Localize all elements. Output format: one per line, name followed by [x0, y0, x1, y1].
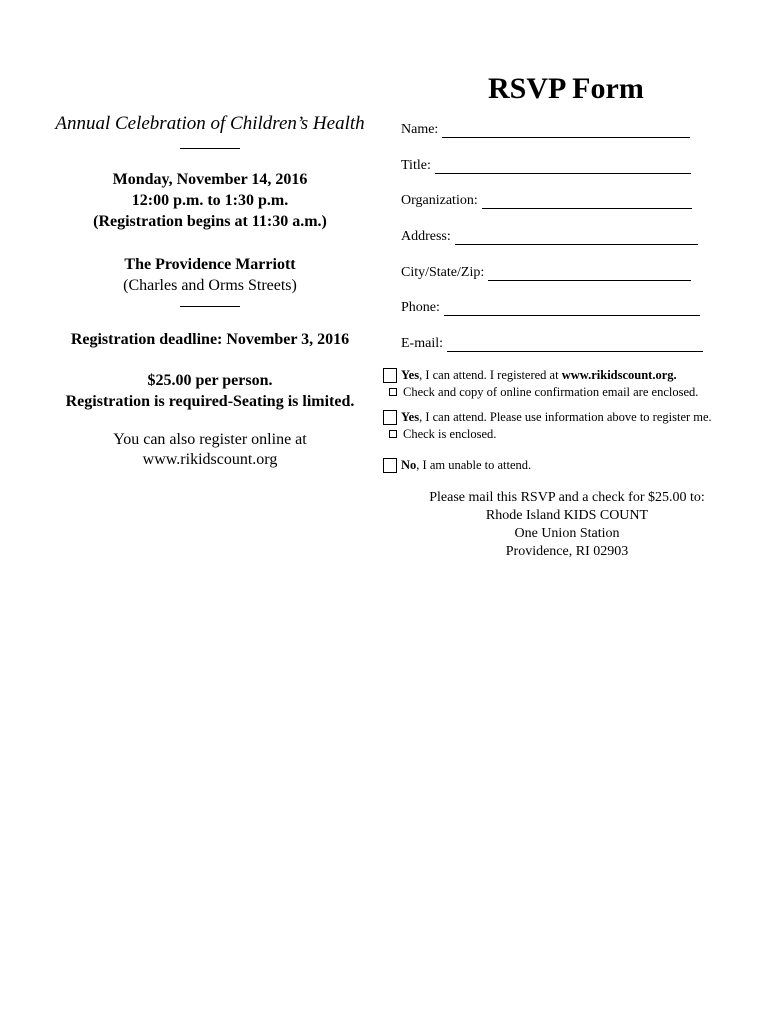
mailing-instructions	[383, 489, 751, 561]
organization-field[interactable]	[401, 189, 721, 209]
mail-line-1: Please mail this RSVP and a check for $25.00 to:	[429, 490, 705, 505]
checkbox-unable-to-attend[interactable]	[383, 458, 397, 473]
mail-line-4: Providence, RI 02903	[505, 544, 629, 559]
attendance-options	[383, 367, 753, 474]
phone-input-line[interactable]	[444, 301, 700, 316]
registration-deadline: Registration deadline: November 3, 2016	[70, 331, 350, 348]
phone-field[interactable]	[401, 296, 721, 316]
option-lead: Yes	[401, 368, 420, 382]
email-input-line[interactable]	[447, 337, 703, 352]
rsvp-fields	[401, 118, 721, 368]
venue-block	[42, 254, 378, 307]
option-register-me	[383, 409, 753, 442]
checkbox-check-enclosed[interactable]	[389, 430, 397, 438]
divider	[180, 148, 240, 149]
option-lead: No	[401, 458, 417, 472]
form-title: RSVP Form	[488, 72, 644, 105]
event-title: Annual Celebration of Children’s Health	[55, 113, 365, 134]
city-state-zip-input-line[interactable]	[488, 266, 691, 281]
name-input-line[interactable]	[442, 123, 690, 138]
divider	[180, 306, 240, 307]
checkbox-registered-online[interactable]	[383, 368, 397, 383]
event-date-block	[42, 169, 378, 232]
seating-note: Registration is required-Seating is limited.	[65, 393, 355, 410]
field-label: E-mail:	[401, 336, 443, 352]
option-sub-text: Check and copy of online confirmation email are enclosed.	[403, 385, 699, 399]
option-lead: Yes	[401, 410, 420, 424]
name-field[interactable]	[401, 118, 721, 138]
online-url: www.rikidscount.org	[142, 451, 278, 468]
event-date: Monday, November 14, 2016	[112, 171, 308, 188]
mail-line-2: Rhode Island KIDS COUNT	[485, 508, 649, 523]
option-sub-text: Check is enclosed.	[403, 427, 497, 441]
address-input-line[interactable]	[455, 230, 698, 245]
price-block	[42, 370, 378, 412]
option-url: www.rikidscount.org.	[561, 368, 677, 382]
checkbox-register-me[interactable]	[383, 410, 397, 425]
registration-begins: (Registration begins at 11:30 a.m.)	[93, 213, 327, 230]
field-label: Name:	[401, 122, 439, 137]
field-label: Phone:	[401, 300, 440, 316]
title-field[interactable]	[401, 154, 721, 174]
organization-input-line[interactable]	[482, 194, 692, 209]
online-registration	[42, 430, 378, 470]
mail-line-3: One Union Station	[514, 526, 620, 541]
checkbox-confirmation-enclosed[interactable]	[389, 388, 397, 396]
email-field[interactable]	[401, 332, 721, 352]
event-time: 12:00 p.m. to 1:30 p.m.	[131, 192, 289, 209]
option-text: , I can attend. I registered at	[419, 368, 562, 382]
field-label: Organization:	[401, 193, 478, 209]
option-text: , I can attend. Please use information above to register me.	[419, 410, 712, 424]
address-field[interactable]	[401, 225, 721, 245]
online-line-1: You can also register online at	[113, 431, 307, 448]
option-text: , I am unable to attend.	[416, 458, 532, 472]
field-label: Address:	[401, 229, 451, 245]
city-state-zip-field[interactable]	[401, 261, 721, 281]
venue-name: The Providence Marriott	[124, 256, 296, 273]
field-label: City/State/Zip:	[401, 264, 485, 280]
option-unable-to-attend	[383, 457, 753, 474]
venue-address: (Charles and Orms Streets)	[123, 277, 297, 294]
title-input-line[interactable]	[435, 159, 691, 174]
option-registered-online	[383, 367, 753, 400]
event-details	[42, 112, 378, 470]
field-label: Title:	[401, 157, 431, 173]
price: $25.00 per person.	[147, 372, 273, 389]
